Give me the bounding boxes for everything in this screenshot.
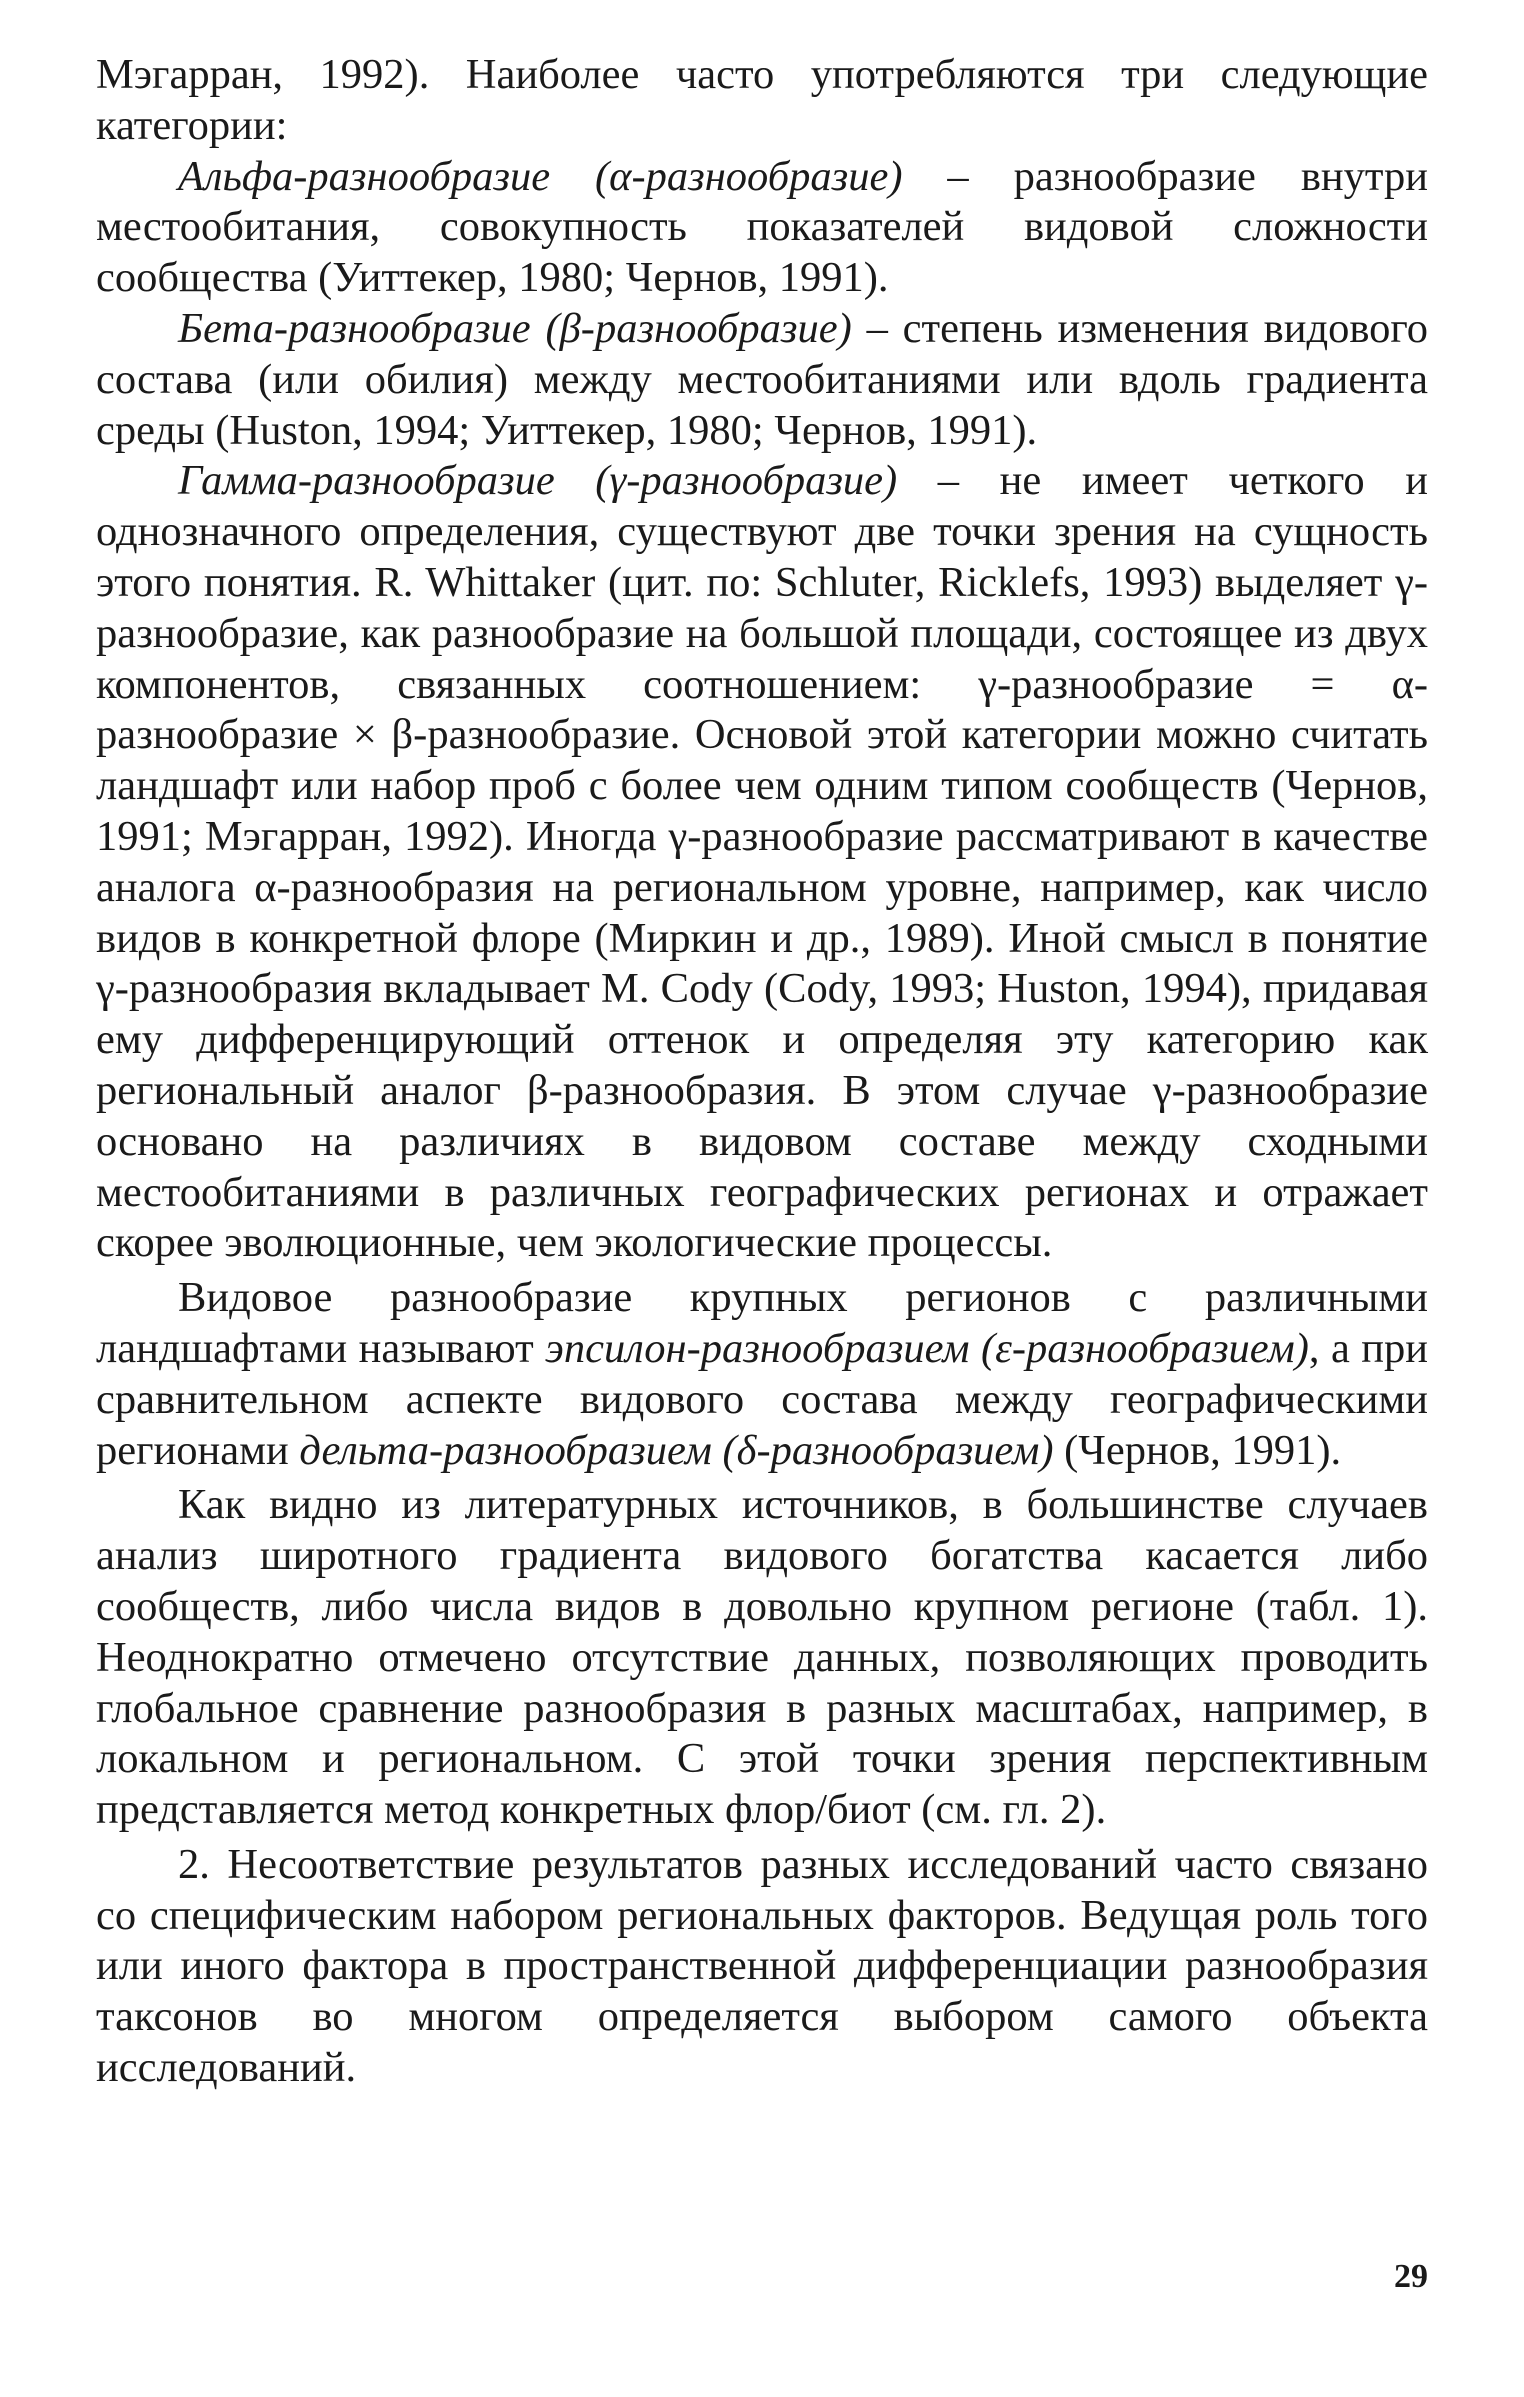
term-alpha-diversity: Альфа-разнообразие (α-разнообразие) [178, 152, 903, 200]
definition-alpha-diversity: – разнообразие внутри местообитания, совокупность показателей видовой сложности сообщества (Уиттекер, 1980; Чернов, 1991). [96, 152, 1428, 302]
definition-beta-diversity: – степень изменения видового состава (или обилия) между местообитаниями или вдоль градиента среды (Huston, 1994; Уиттекер, 1980; Чернов, 1991). [96, 304, 1428, 454]
page-body [96, 50, 1428, 2094]
definition-gamma-diversity: – не имеет четкого и однозначного определения, существуют две точки зрения на сущность этого понятия. R. Whittaker (цит. по: Schluter, Ricklefs, 1993) выделяет γ-разнообразие, как разнообразие на большой площади, состоящее из двух компонентов, связанных соотношением: γ-разнообразие = α-разнообразие × β-разнообразие. Основой этой категории можно считать ландшафт или набор проб с более чем одним типом сообществ (Чернов, 1991; Мэгарран, 1992). Иногда γ-разнообразие рассматривают в качестве аналога α-разнообразия на региональном уровне, например, как число видов в конкретной флоре (Миркин и др., 1989). Иной смысл в понятие γ-разнообразия вкладывает M. Cody (Cody, 1993; Huston, 1994), придавая ему дифференцирующий оттенок и определяя эту категорию как региональный аналог β-разнообразия. В этом случае γ-разнообразие основано на различиях в видовом составе между сходными местообитаниями в различных географических регионах и отражает скорее эволюционные, чем экологические процессы. [96, 457, 1428, 1267]
paragraph-epsilon-delta-diversity [96, 1273, 1428, 1476]
text-delta-intro: , а при сравнительном аспекте видового состава между географическими регионами [96, 1324, 1428, 1474]
paragraph-alpha-diversity [96, 152, 1428, 304]
paragraph-beta-diversity [96, 304, 1428, 456]
paragraph-regional-factors: 2. Несоответствие результатов разных исследований часто связано со специфическим набором региональных факторов. Ведущая роль того или иного фактора в пространственной дифференциации разнообразия таксонов во многом определяется выбором самого объекта исследований. [96, 1840, 1428, 2092]
paragraph-gamma-diversity [96, 456, 1428, 1269]
paragraph-literature-sources: Как видно из литературных источников, в большинстве случаев анализ широтного градиента видового богатства касается либо сообществ, либо числа видов в довольно крупном регионе (табл. 1). Неоднократно отмечено отсутствие данных, позволяющих проводить глобальное сравнение разнообразия в разных масштабах, например, в локальном и региональном. С этой точки зрения перспективным представляется метод конкретных флор/биот (см. гл. 2). [96, 1481, 1428, 1834]
paragraph-intro: Мэгарран, 1992). Наиболее часто употребляются три следующие категории: [96, 51, 1428, 149]
term-epsilon-diversity: эпсилон-разнообразием (ε-разнообразием) [545, 1324, 1309, 1372]
text-epsilon-intro: Видовое разнообразие крупных регионов с различными ландшафтами называют [96, 1274, 1428, 1372]
page-number: 29 [1394, 2258, 1428, 2295]
text-delta-citation: (Чернов, 1991). [1053, 1426, 1342, 1474]
term-beta-diversity: Бета-разнообразие (β-разнообразие) [178, 304, 852, 352]
term-gamma-diversity: Гамма-разнообразие (γ-разнообразие) [178, 457, 898, 505]
term-delta-diversity: дельта-разнообразием (δ-разнообразием) [299, 1426, 1054, 1474]
